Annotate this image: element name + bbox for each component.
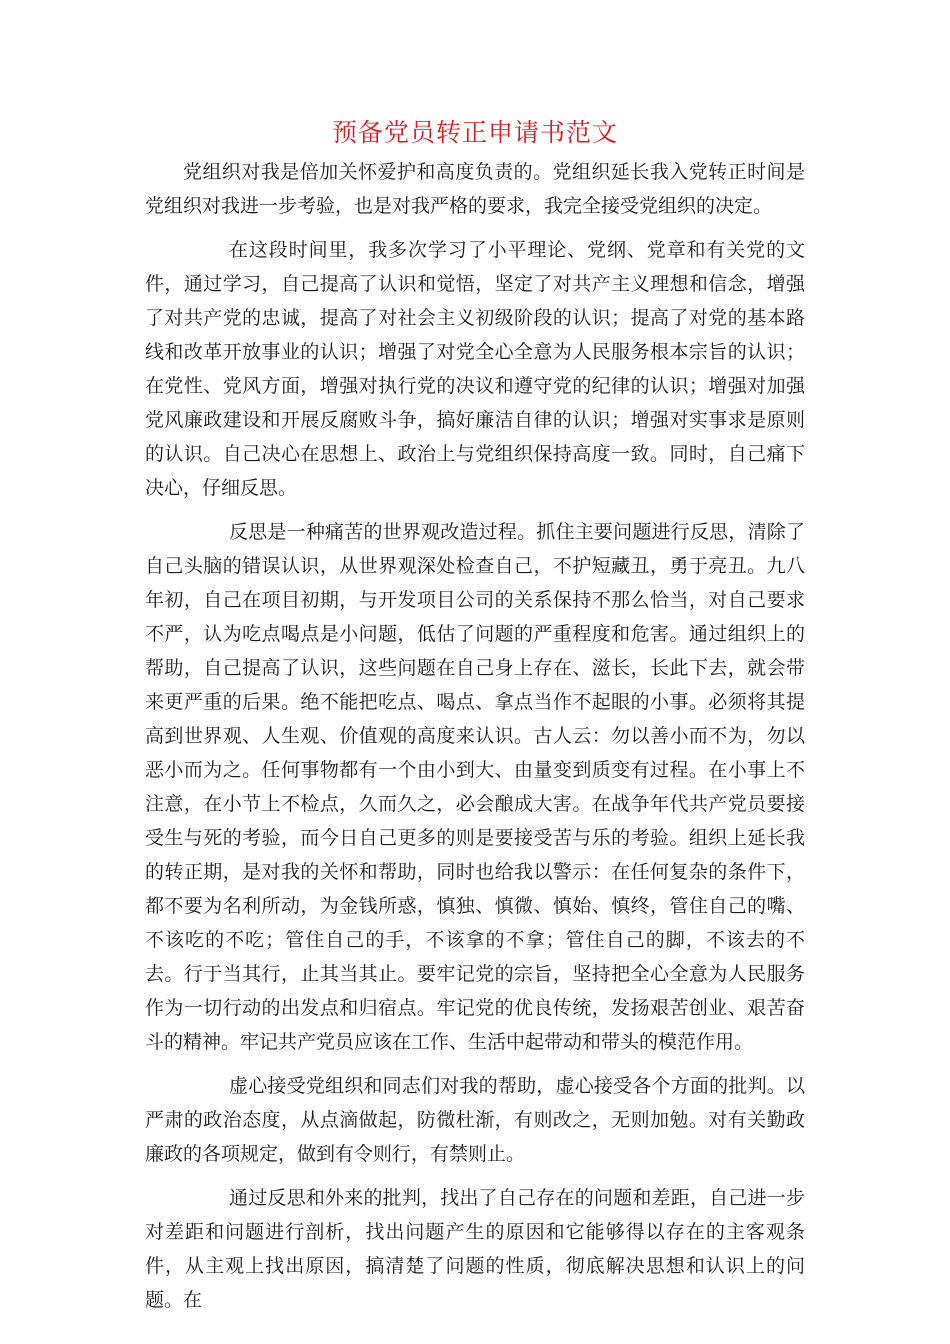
paragraph-1: 党组织对我是倍加关怀爱护和高度负责的。党组织延长我入党转正时间是党组织对我进一步考验，也是对我严格的要求，我完全接受党组织的决定。 [145, 161, 805, 217]
document-body [145, 155, 805, 1327]
paragraph-2: 在这段时间里，我多次学习了小平理论、党纲、党章和有关党的文件，通过学习，自己提高了认识和觉悟，坚定了对共产主义理想和信念，增强了对共产党的忠诚，提高了对社会主义初级阶段的认识；提高了对党的基本路线和改革开放事业的认识；增强了对党全心全意为人民服务根本宗旨的认识；在党性、党风方面，增强对执行党的决议和遵守党的纪律的认识；增强对加强党风廉政建设和开展反腐败斗争，搞好廉洁自律的认识；增强对实事求是原则的认识。自己决心在思想上、政治上与党组织保持高度一致。同时，自己痛下决心，仔细反思。 [145, 239, 805, 499]
paragraph-3: 反思是一种痛苦的世界观改造过程。抓住主要问题进行反思，清除了自己头脑的错误认识，从世界观深处检查自己，不护短藏丑，勇于亮丑。九八年初，自己在项目初期，与开发项目公司的关系保持不那么恰当，对自己要求不严，认为吃点喝点是小问题，低估了问题的严重程度和危害。通过组织上的帮助，自己提高了认识，这些问题在自己身上存在、滋长，长此下去，就会带来更严重的后果。绝不能把吃点、喝点、拿点当作不起眼的小事。必须将其提高到世界观、人生观、价值观的高度来认识。古人云：勿以善小而不为，勿以恶小而为之。任何事物都有一个由小到大、由量变到质变有过程。在小事上不注意，在小节上不检点，久而久之，必会酿成大害。在战争年代共产党员要接受生与死的考验，而今日自己更多的则是要接受苦与乐的考验。组织上延长我的转正期，是对我的关怀和帮助，同时也给我以警示：在任何复杂的条件下，都不要为名利所动，为金钱所惑，慎独、慎微、慎始、慎终，管住自己的嘴、不该吃的不吃；管住自己的手，不该拿的不拿；管住自己的脚，不该去的不去。行于当其行，止其当其止。要牢记党的宗旨，坚持把全心全意为人民服务作为一切行动的出发点和归宿点。牢记党的优良传统，发扬艰苦创业、艰苦奋斗的精神。牢记共产党员应该在工作、生活中起带动和带头的模范作用。 [145, 521, 805, 1053]
document-title: 预备党员转正申请书范文 [331, 118, 618, 147]
paragraph-5: 通过反思和外来的批判，找出了自己存在的问题和差距，自己进一步对差距和问题进行剖析，找出问题产生的原因和它能够得以存在的主客观条件，从主观上找出原因，搞清楚了问题的性质，彻底解决思想和认识上的问题。在 [145, 1187, 805, 1311]
paragraph-4: 虚心接受党组织和同志们对我的帮助，虚心接受各个方面的批判。以严肃的政治态度，从点滴做起，防微杜渐，有则改之，无则加勉。对有关勤政廉政的各项规定，做到有令则行，有禁则止。 [145, 1075, 805, 1165]
